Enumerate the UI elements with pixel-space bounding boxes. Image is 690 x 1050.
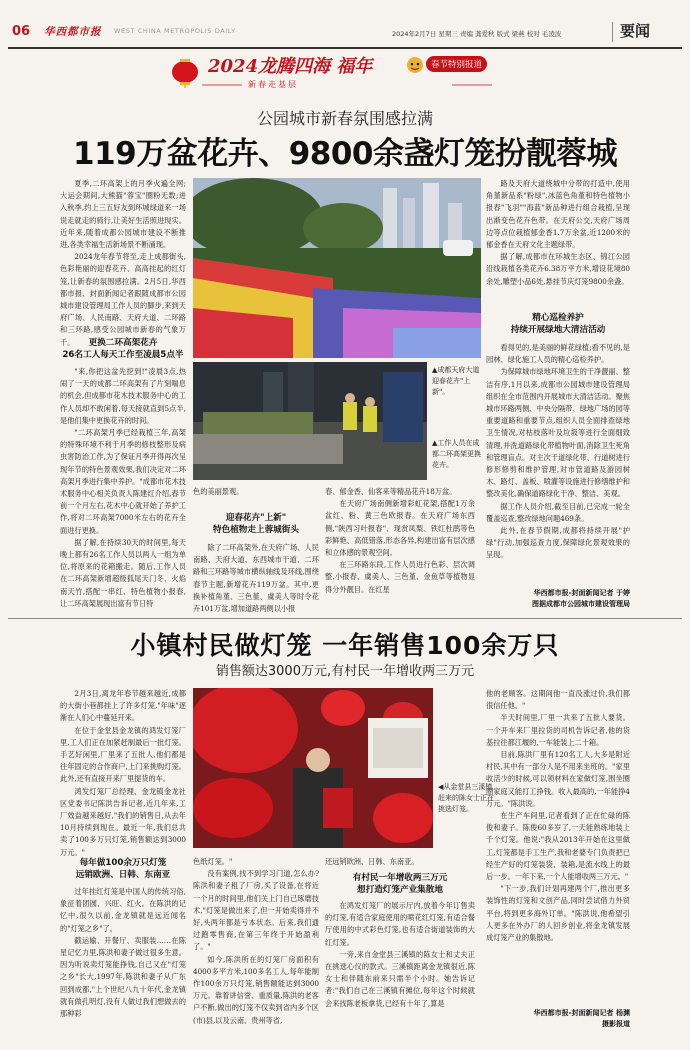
lead-paragraph: 夏季,二环高架上的月季火遍全网;大运会期间,大熊猫"蓉宝"圈粉无数;进入秋季,约上三五好友到环城绿道来一场说走就走的骑行,让美好生活照进现实。近年来,随着成都公园城市建设不断推进,各类幸福生活新场景不断涌现。 — [60, 179, 186, 250]
article2-col3-top: 还远销欧洲、日韩、东南亚。 — [325, 857, 419, 866]
body-paragraph: 此外,在春节假期,成都将持续开展"护绿"行动,加强巡查力度,保障绿化景观效果的呈现。 — [486, 526, 630, 560]
body-paragraph: 据工作人员介绍,截至目前,已完成一轮全覆盖巡查,整改绿地问题469条。 — [486, 501, 630, 523]
flower-bed-illustration — [193, 178, 481, 358]
article1-lead — [60, 178, 186, 349]
article1-byline: 华西都市报-封面新闻记者 于婷 图据成都市公园城市建设管理局 — [532, 589, 630, 608]
body-paragraph: 如今,陈洪所在的灯笼厂房面积有4000多平方米,100多名工人,每年能制作100余万只灯笼,销售额能达到3000万元。靠着讲信誉、重质量,陈洪的老客户不断,做出的灯笼不仅卖到省内多个区(市)县,以及云南、贵州等省, — [193, 954, 319, 1025]
body-paragraph: 路及天府大道绕城中分带的打造中,使用角堇新品系"粉绿",冰蓝色角堇和特色植物小报春"飞羽""海蓝"新品种进行组合栽植,呈现出渐变色花卉色带。在天府公交,天府广场周边等点位栽植郁金香1.7万余盆,近1200米的郁金香在天府文化主题绿带。 — [486, 179, 630, 250]
body-paragraph: 为保障城市绿地环境卫生的干净靓丽、整洁有序,1月以来,成都市公园城市建设管理局组织在全市范围内开展城市大清洁活动。聚焦城市环路两侧、中央分隔带、绿地广场的园等重要道路和重要节点,组织人员全面排查绿地卫生情况,对枯枝落叶及垃圾等进行全面细致清理,并洗道路绿化带植物叶面,消除卫生死角和管理盲点。对主次干道绿化带、行道树进行修形修剪和维护管理,对市管道路及游园树木、路灯、盖板、喷灌等设施进行修缮维护和整改美化,确保道路绿化干净、整洁、美观。 — [486, 367, 630, 499]
article2-lead — [60, 688, 186, 859]
body-paragraph: 戳运输、开餐厅、卖服装……在陈星记忆力里,陈洪和妻子做过很多生意。因为听说卖灯笼能挣钱,自己又在"灯笼之乡"长大,1997年,陈洪和妻子从广东回到成都,"上个世纪八九十年代,金龙镇就有做孔明灯,没有人做过我们想做去的那种彩 — [60, 935, 186, 1019]
body-continued: 色纸灯笼。" — [193, 857, 233, 866]
body-paragraph: 一旁,来自金堂县三溪镇的陈女士和丈夫正在挑选心仪的款式。三溪镇距离金龙镇很近,陈女士和伴随东前来只需半个小时。她告诉记者:"我们自己在三溪镇有摊位,每年这个时候就会来找陈老板拿货,已经有十年了,算是 — [325, 949, 475, 1008]
body-paragraph: 据了解,在持续30天的时间里,每天晚上都有26名工作人员以两人一组为单位,将原来的花箱搬走。随后,工作人员在二环高架新增超级狐尾天门冬、火焰南天竹,搭配一串红、特色植物小报春,让二环高架展现出富有节日特 — [60, 537, 186, 608]
newspaper-brand-en: WEST CHINA METROPOLIS DAILY — [114, 27, 236, 35]
page-number: 06 — [12, 24, 31, 39]
article2-headline: 小镇村民做灯笼 一年销售100余万只 — [130, 631, 560, 660]
body-paragraph: 除了二环高架外,在天府广场、人民南路、天府大道、东西城市干道、二环路和三环路等城市横纵轴线及环线,围绕春节主题,新增花卉119万盆。其中,更换补植角堇、三色堇、虞美人等时令花卉101万盆,增加道路两侧以小报 — [193, 543, 319, 614]
night-workers-illustration — [193, 362, 427, 480]
banner-title: 2024龙腾四海 福年 — [208, 56, 373, 77]
dragon-mascot-icon — [406, 56, 424, 74]
lead-paragraph: 在位于金堂县金龙镇的鸿发灯笼厂里,工人们正在加紧赶制最后一批灯笼。手艺好闲里,厂里来了五批人,他们都是往年固定的合作商户,上门来挑购灯笼。此外,还有直接开来厂里提货的车。 — [60, 725, 186, 784]
newspaper-brand: 华西都市报 — [44, 26, 102, 38]
article2-col4 — [486, 688, 630, 944]
body-paragraph: 目前,陈洪厂里有120名工人,大多是附近村民,其中有一部分人是不用来坐班的。"家里收活少的时候,可以领材料在家做灯笼,围坐圈圈家庭又能打工挣钱。收入最高的,一年能挣4万元。"陈洪说。 — [486, 750, 630, 808]
article2-subhead-1: 每年做100余万只灯笼 远销欧洲、日韩、东南亚 — [75, 858, 171, 880]
night-workers-photo — [193, 362, 427, 480]
body-paragraph: 据了解,成都市在环城生态区、锦江公园沿线栽植各类花卉6.38万平方米,增设花境80余处,雕塑小品6处,悬挂节庆灯笼9800余盏。 — [486, 252, 630, 286]
article1-subhead-2: 迎春花卉"上新" 特色植物走上蓉城街头 — [213, 513, 299, 535]
body-paragraph: "来,你把这盆先挖到!"凌晨3点,热闹了一天的成都二环高架有了片刻喘息的机会,但成都市花木技术服务中心的工作人员却不敢闲着,每天接就直到5点半,是他们集中更换花卉的时间。 — [60, 367, 186, 425]
body-paragraph: 没有案例,找不到学习门道,怎么办?陈洪和妻子租了厂房,买了设备,在将近一个月的时间里,他们关上门自己琢磨技术,"灯笼是做出来了,但一开始卖得并不好,头两年都是亏本状态。后来,我们通过跑零售商,在第三年终于开始盈利了。" — [193, 869, 319, 952]
article2-subhead-2: 有村民一年增收两三万元 想打造灯笼产业集散地 — [352, 873, 448, 895]
article2-col1 — [60, 886, 186, 1020]
section-name: 要闻 — [620, 22, 651, 40]
article1-col2-top: 色的美丽景观。 — [193, 487, 244, 496]
body-paragraph: 在三环路东段,工作人员进行色彩、层次调整,小报春、虞美人、三色堇、金鱼草等植物显得分外靓目。在红星 — [325, 560, 475, 594]
lantern-shop-illustration — [193, 688, 433, 848]
banner-tag: 春节特别报道 — [426, 56, 487, 72]
body-paragraph: 在生产车间里,记者看到了正在忙碌的陈俊和妻子。陈俊60多岁了,一天能熟练地装上千个灯笼。他说:"我从2013年开始在这里做工,灯笼都是手工生产,我和老婆专门负责把已经生产好的灯笼装袋、装箱,是流水线上的最后一步。一年下来,一个人能增收两三万元。" — [486, 811, 630, 882]
banner-sub-rule — [202, 80, 492, 90]
body-paragraph: 在天府广场南侧新增彩虹花架,搭配1万余盆红、粉、黄三色欧报春。在天府广场东西侧,"陕西习叶报春"、现赏凤梨、铁红杜鹃等色彩鲜艳、高低错落,形态各异,构建出富有层次感和立体感的景观空间。 — [325, 499, 475, 558]
body-continued: 他的老顾客。这期间他一直没涨过价,我们都很信任他。" — [486, 689, 630, 711]
article1-col1 — [60, 366, 186, 610]
article1-headline: 119万盆花卉、9800余盏灯笼扮靓蓉城 — [73, 136, 617, 172]
article2-deck: 销售额达3000万元,有村民一年增收两三万元 — [215, 664, 475, 679]
article2-col3 — [325, 900, 475, 1010]
article1-col4b — [486, 342, 630, 562]
article1-kicker: 公园城市新春氛围感拉满 — [256, 109, 433, 128]
caption-workers: ▲工作人员在成都二环高架更换花卉。 — [432, 439, 481, 469]
page-header — [0, 0, 690, 48]
article2-byline: 华西都市报-封面新闻记者 杨渊 摄影报道 — [533, 1009, 630, 1028]
lead-paragraph: 2024龙年春节将至,走上成都街头,色彩艳丽的迎春花卉、高高挂起的红灯笼,让新春的氛围感拉满。2月5日,华西都市报、封面新闻记者跟随成都市公园城市建设管理局工作人员的脚步,来到天府广场、人民南路、天府大道、二环路和三环路,感受公园城市新春的气象万千。 — [60, 252, 186, 347]
article1-subhead-1: 更换二环高架花卉 26名工人每天工作至凌晨5点半 — [62, 338, 184, 360]
article1-col2 — [193, 542, 319, 615]
caption-lanterns: ◀从金堂县三溪镇赶来的陈女士正在挑选灯笼。 — [438, 783, 494, 813]
lead-paragraph: 2月3日,离龙年春节越来越近,成都的大街小巷都挂上了许多灯笼,"年味"逐渐在人们心中蔓延开来。 — [60, 689, 186, 723]
issue-info: 2024年2月7日 星期三 责编 龚爱秋 版式 梁燕 校对 毛凌波 — [392, 30, 562, 38]
article1-col3 — [325, 486, 475, 596]
flower-bed-photo — [193, 178, 481, 358]
body-paragraph: "二环高架月季已经栽植三年,高架的特殊环境不利于月季的修枝整形及病虫害防治工作,为了保证月季开得再次呈现年节的特色景观效果,我们决定对二环高架月季进行集中养护。"成都市花木技术服务中心相关负责人陈建红介绍,春节前一个月左右,花木中心就开始了养护工作,将对二环高架7000米左右的花卉全面进行更换。 — [60, 428, 186, 535]
body-continued: 春、郁金香、仙客来等精品花卉18万盆。 — [325, 487, 457, 496]
caption-flowers: ▲成都天府大道迎春花卉"上新"。 — [432, 366, 480, 396]
lantern-icon — [168, 54, 202, 88]
body-paragraph: 在鸿发灯笼厂的展示厅内,放着今年订售卖的灯笼,有适合家庭使用的喷花红灯笼,有适合餐厅使用的中式彩色灯笼,也有适合街道装饰的大红灯笼。 — [325, 901, 475, 947]
body-paragraph: 半天时间里,厂里一共来了五批人要货。一个开车来厂里拉货的司机告诉记者,他的货基拉往都江堰的,一车能装上二十箱。 — [486, 713, 630, 747]
article1-subhead-3: 精心巡检养护 持续开展绿地大清洁活动 — [510, 313, 606, 335]
header-rule — [8, 47, 682, 49]
banner-subtitle: 新春走基层 — [248, 80, 298, 89]
lantern-shop-photo — [193, 688, 433, 848]
lead-paragraph: 鸿发灯笼厂总经理、金龙镇金龙社区党委书记陈洪告诉记者,近几年来,工厂效益越来越好,"我们的销售日,从去年10月持续到现在。最近一年,我们总共卖了100多万只灯笼,销售额达到3000万元。" — [60, 786, 186, 857]
article2-col2 — [193, 856, 319, 1027]
body-paragraph: "下一步,我们计划再建两个厂,推出更多装饰性的灯笼和文创产品,同时尝试借力外贸平台,将到更多海外订单。"陈洪说,他希望引人更多在外办厂的人回乡创业,将金龙镇发展成灯笼产业的集散地。 — [486, 884, 630, 943]
section-divider — [8, 618, 682, 619]
article1-col4 — [486, 178, 630, 288]
body-paragraph: 过年挂红灯笼是中国人的传统习俗,象征着团圆、兴旺、红火。在陈洪的记忆中,很久以前,金龙镇就是远近闻名的"灯笼之乡"了。 — [60, 887, 186, 933]
header-separator — [612, 22, 613, 42]
body-paragraph: 看得见的,是美丽的鲜花绿植;看不见的,是园林、绿化施工人员的精心巡检养护。 — [486, 343, 630, 365]
